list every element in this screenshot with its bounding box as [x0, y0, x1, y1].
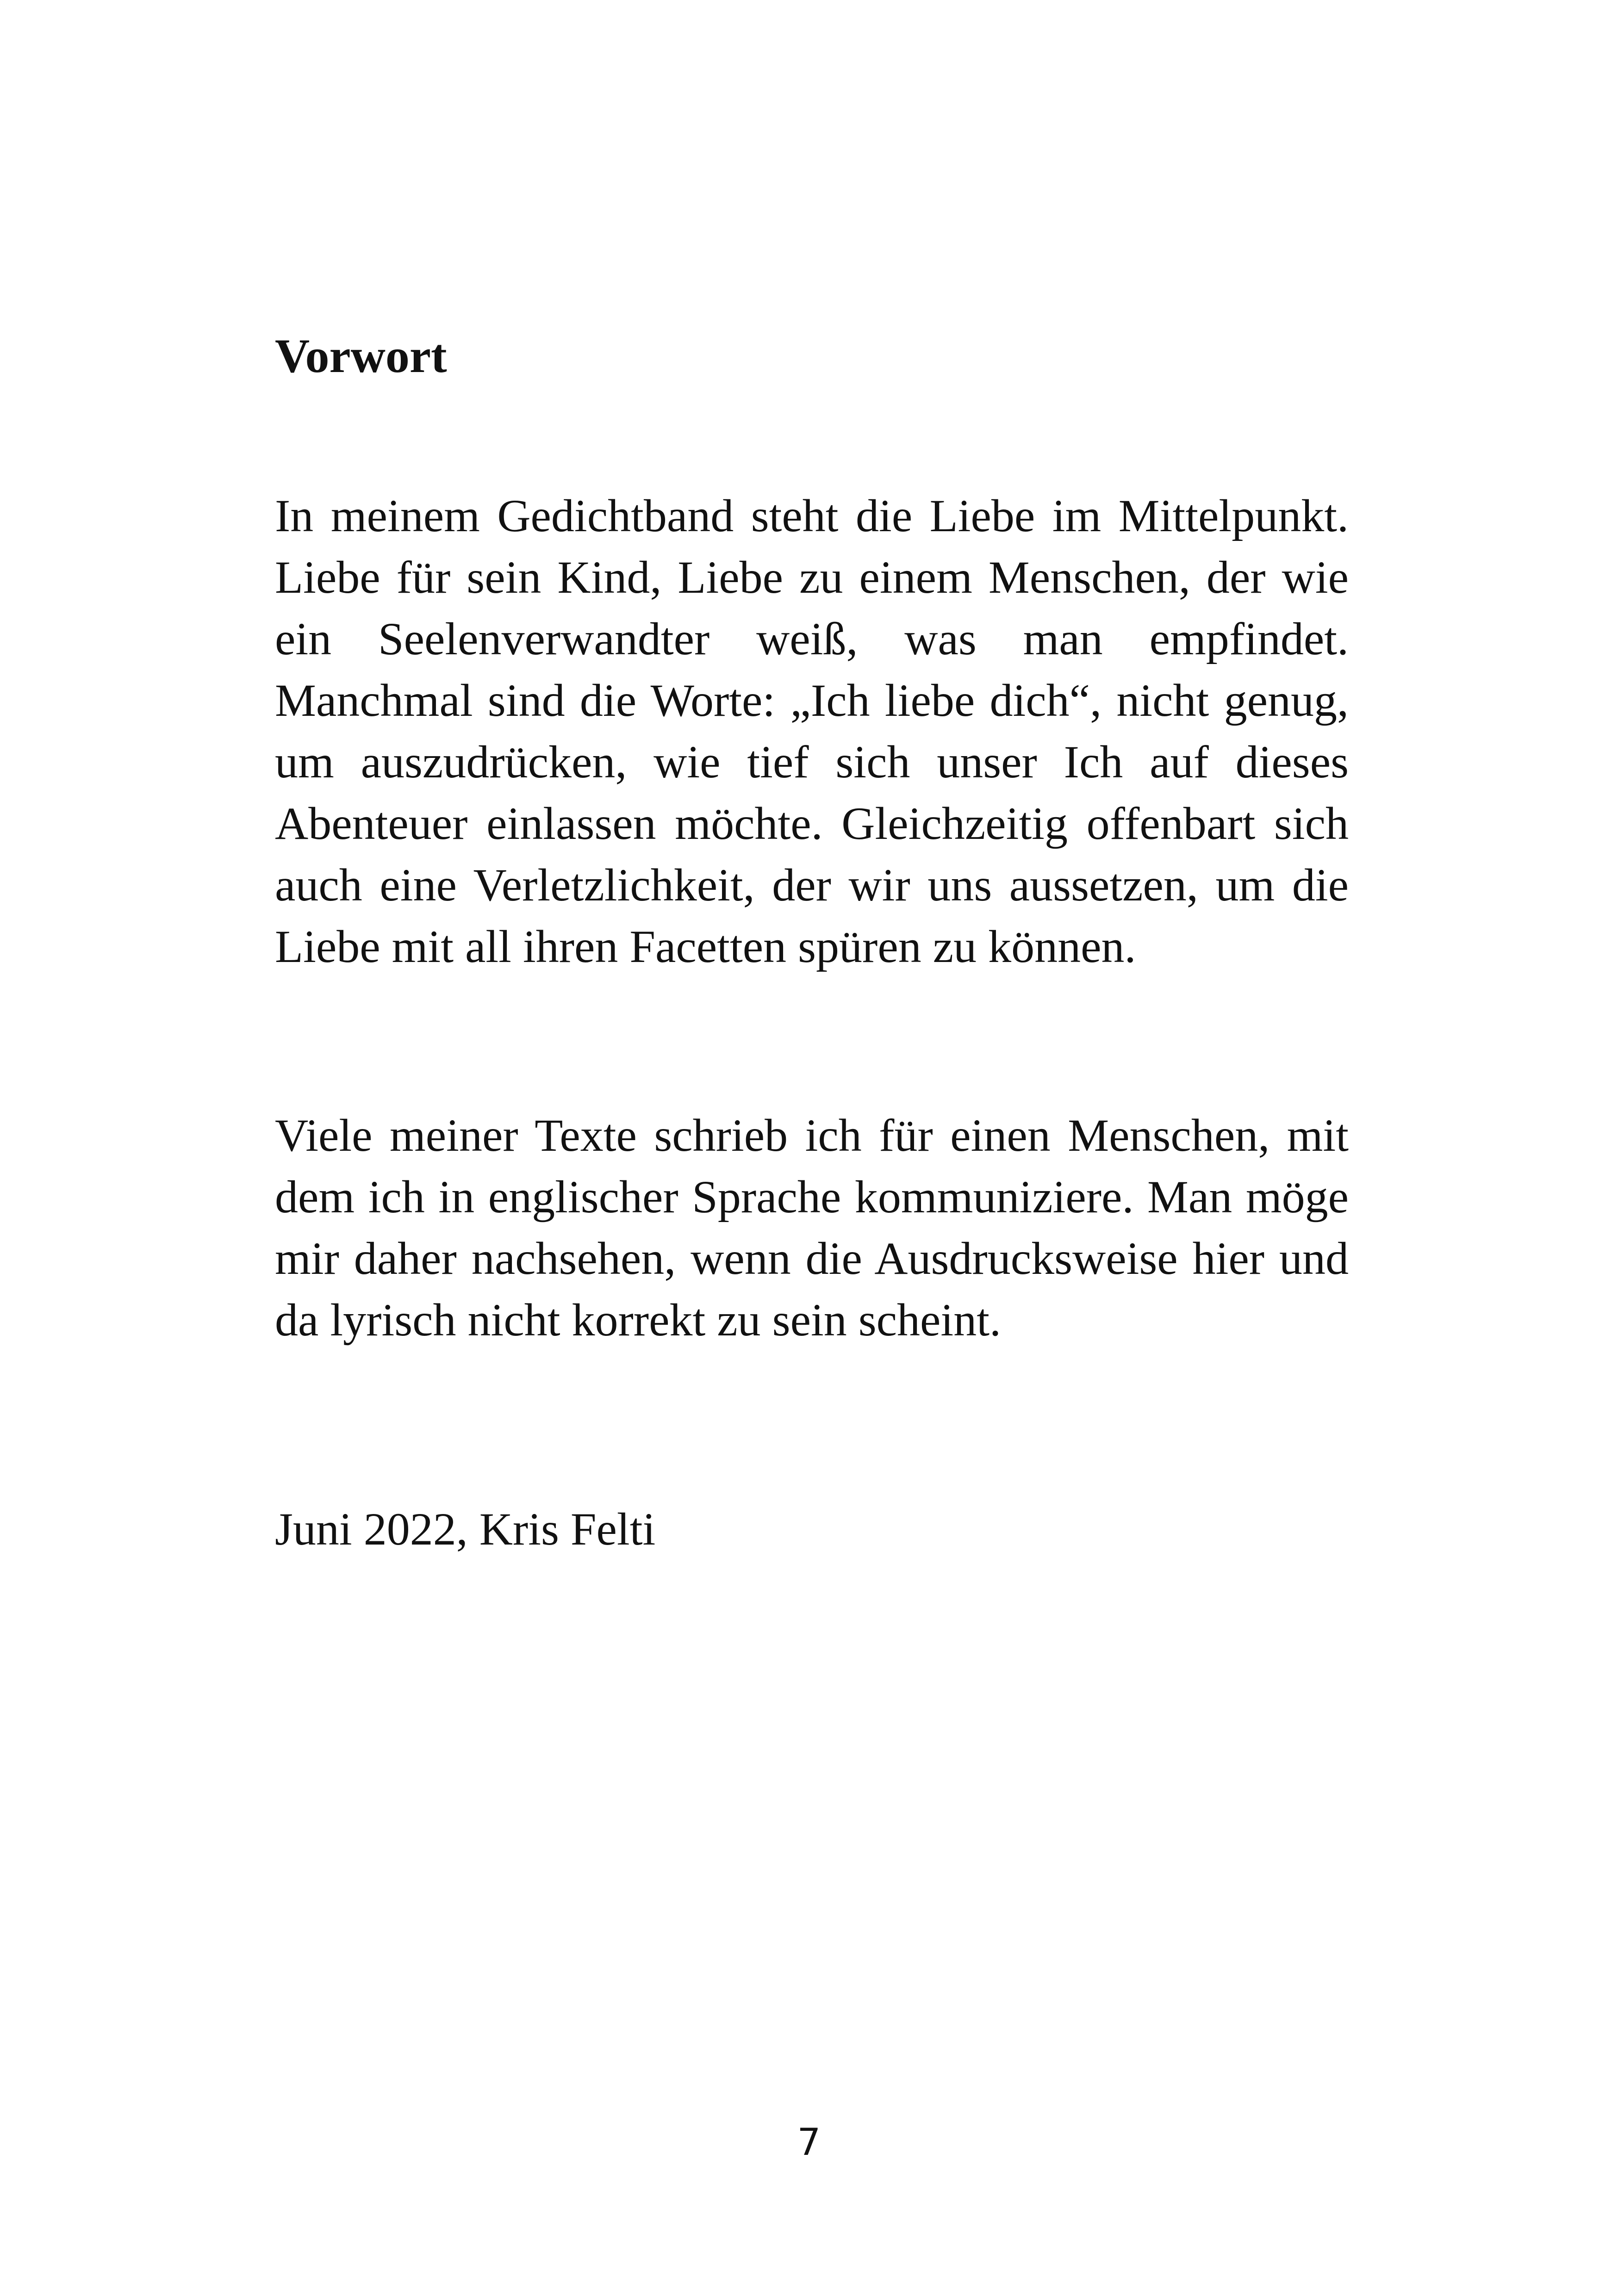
page-number: 7	[797, 2121, 821, 2164]
page-title: Vorwort	[275, 329, 447, 383]
paragraph-intro: In meinem Gedichtband steht die Liebe im Mittelpunkt. Liebe für sein Kind, Liebe zu einem Menschen, der wie ein Seelenverwandter weiß, was man empfindet. Manchmal sind die Worte: „Ich liebe dich“, nicht genug, um auszudrücken, wie tief sich unser Ich auf dieses Abenteuer einlassen möchte. Gleichzeitig offenbart sich auch eine Verletzlichkeit, der wir uns aussetzen, um die Liebe mit all ihren Facetten spüren zu können.	[275, 490, 1349, 972]
paragraph-language-note: Viele meiner Texte schrieb ich für einen Menschen, mit dem ich in englischer Sprache kommuniziere. Man möge mir daher nachsehen, wenn die Ausdrucksweise hier und da lyrisch nicht korrekt zu sein scheint.	[275, 1110, 1349, 1346]
signature-line: Juni 2022, Kris Felti	[275, 1503, 656, 1555]
